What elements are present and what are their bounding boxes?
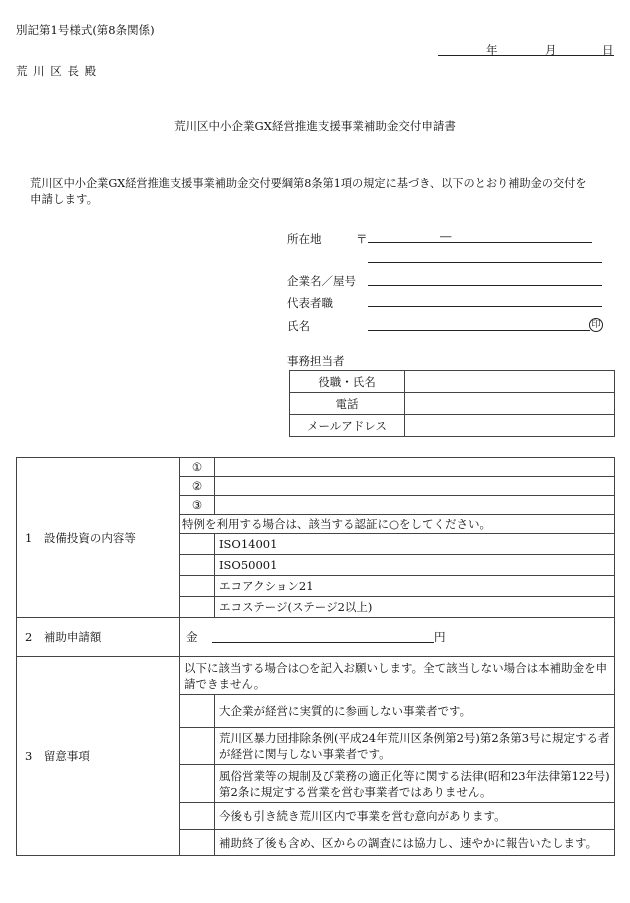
cert-iso14001: ISO14001: [215, 534, 615, 555]
condition-item: 荒川区暴力団排除条例(平成24年荒川区条例第2号)第2条第3号に規定する者が経営に関与しない事業者です。: [215, 728, 615, 765]
amount-field[interactable]: [212, 642, 434, 643]
condition-item: 大企業が経営に実質的に参画しない事業者です。: [215, 695, 615, 728]
contact-position-label: 役職・氏名: [290, 371, 405, 393]
intro-text-line1: 荒川区中小企業GX経営推進支援事業補助金交付要綱第8条第1項の規定に基づき、以下のとおり補助金の交付を: [30, 177, 587, 190]
date-underline: [438, 55, 614, 56]
address-label: 所在地: [287, 232, 322, 246]
equipment-field-1[interactable]: [215, 458, 615, 477]
postal-dash: ―: [440, 229, 452, 243]
table-row: [17, 618, 615, 657]
item-number: ③: [180, 496, 215, 515]
company-field[interactable]: [368, 285, 602, 286]
postal-code-field[interactable]: [368, 242, 592, 243]
amount-unit: 円: [434, 630, 446, 644]
equipment-field-2[interactable]: [215, 477, 615, 496]
cert-check-3[interactable]: [180, 576, 215, 597]
cert-check-1[interactable]: [180, 534, 215, 555]
table-row: [17, 657, 615, 695]
address-field[interactable]: [368, 262, 602, 263]
contact-row: [290, 393, 615, 415]
contact-table: [289, 370, 615, 437]
postal-mark: 〒: [356, 232, 368, 246]
equipment-field-3[interactable]: [215, 496, 615, 515]
seal-mark: [589, 316, 603, 332]
check-cell-3[interactable]: [180, 765, 215, 803]
contact-heading: 事務担当者: [287, 354, 345, 368]
contact-position-field[interactable]: [405, 371, 615, 393]
company-label: 企業名／屋号: [287, 274, 356, 288]
contact-phone-label: 電話: [290, 393, 405, 415]
main-table: [16, 457, 615, 856]
cert-check-2[interactable]: [180, 555, 215, 576]
item-number: ②: [180, 477, 215, 496]
section1-label: 1 設備投資の内容等: [17, 458, 180, 618]
contact-email-label: メールアドレス: [290, 415, 405, 437]
check-cell-4[interactable]: [180, 803, 215, 830]
name-label: 氏名: [287, 319, 310, 333]
contact-row: [290, 371, 615, 393]
section3-note: 以下に該当する場合は○を記入お願いします。全て該当しない場合は本補助金を申請できません。: [180, 657, 615, 695]
rep-title-field[interactable]: [368, 306, 602, 307]
check-cell-1[interactable]: [180, 695, 215, 728]
amount-cell: [180, 618, 615, 657]
date-day: 日: [602, 43, 614, 57]
contact-row: [290, 415, 615, 437]
amount-prefix: 金: [186, 630, 198, 644]
form-id: 別記第1号様式(第8条関係): [16, 23, 155, 37]
cert-check-4[interactable]: [180, 597, 215, 618]
rep-title-label: 代表者職: [287, 296, 333, 310]
addressee: 荒 川 区 長 殿: [16, 64, 98, 78]
date-month: 月: [545, 43, 557, 57]
cert-iso50001: ISO50001: [215, 555, 615, 576]
cert-note: 特例を利用する場合は、該当する認証に○をしてください。: [180, 515, 615, 534]
item-number: ①: [180, 458, 215, 477]
contact-email-field[interactable]: [405, 415, 615, 437]
condition-item: 今後も引き続き荒川区内で事業を営む意向があります。: [215, 803, 615, 830]
contact-phone-field[interactable]: [405, 393, 615, 415]
intro-text-line2: 申請します。: [30, 192, 99, 206]
condition-item: 補助終了後も含め、区からの調査には協力し、速やかに報告いたします。: [215, 830, 615, 856]
page-title: 荒川区中小企業GX経営推進支援事業補助金交付申請書: [174, 119, 456, 133]
check-cell-2[interactable]: [180, 728, 215, 765]
section3-label: 3 留意事項: [17, 657, 180, 856]
cert-eco-stage: エコステージ(ステージ2以上): [215, 597, 615, 618]
seal-text: 印: [589, 318, 603, 332]
table-row: [17, 458, 615, 477]
section2-label: 2 補助申請額: [17, 618, 180, 657]
check-cell-5[interactable]: [180, 830, 215, 856]
cert-eco-action-21: エコアクション21: [215, 576, 615, 597]
condition-item: 風俗営業等の規制及び業務の適正化等に関する法律(昭和23年法律第122号)第2条に規定する営業を営む事業者ではありません。: [215, 765, 615, 803]
name-field[interactable]: [368, 330, 590, 331]
date-year: 年: [486, 43, 498, 57]
